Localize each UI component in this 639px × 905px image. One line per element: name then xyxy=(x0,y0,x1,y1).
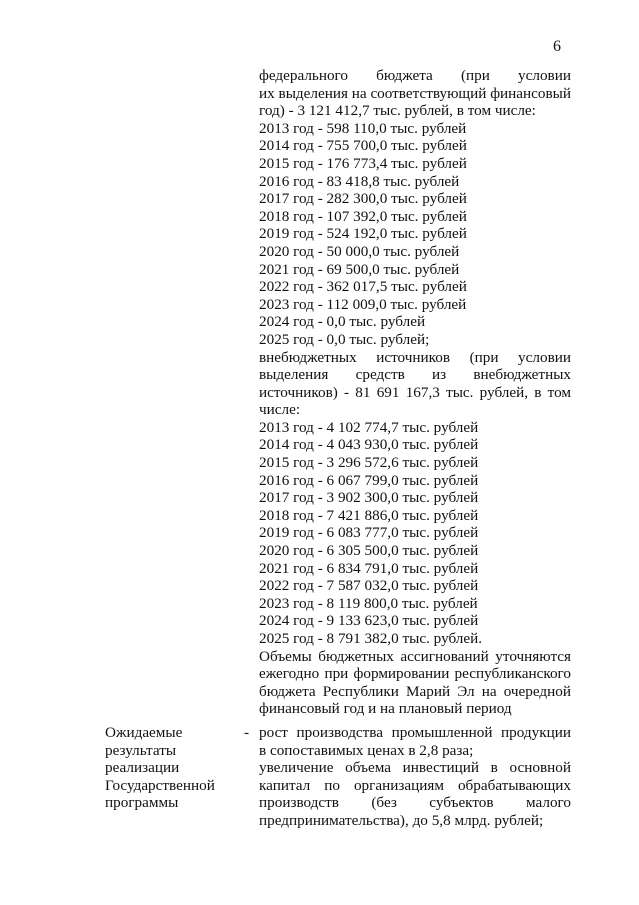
federal-line-2: их выделения на соответствующий финансовый xyxy=(259,84,571,102)
extra-year-row: 2016 год - 6 067 799,0 тыс. рублей xyxy=(259,471,479,489)
federal-line-1: федерального бюджета (при условии xyxy=(259,67,571,84)
result-line: рост производства промышленной продукции xyxy=(259,724,571,741)
label-line: результаты xyxy=(105,741,177,759)
result-line: производств (без субъектов малого xyxy=(259,794,571,812)
federal-year-row: 2024 год - 0,0 тыс. рублей xyxy=(259,313,426,331)
financing-column xyxy=(259,67,571,718)
results-label xyxy=(105,724,235,812)
federal-year-row: 2015 год - 176 773,4 тыс. рублей xyxy=(259,154,467,172)
extra-year-row: 2014 год - 4 043 930,0 тыс. рублей xyxy=(259,436,479,454)
federal-year-row: 2013 год - 598 110,0 тыс. рублей xyxy=(259,119,467,137)
extra-line-1: внебюджетных источников (при условии xyxy=(259,348,571,366)
extra-year-row: 2024 год - 9 133 623,0 тыс. рублей xyxy=(259,612,479,630)
label-line: Государственной xyxy=(105,776,215,794)
result-line: увеличение объема инвестиций в основной xyxy=(259,759,571,777)
label-line: программы xyxy=(105,794,179,812)
extra-year-row: 2020 год - 6 305 500,0 тыс. рублей xyxy=(259,542,479,560)
extra-year-row: 2013 год - 4 102 774,7 тыс. рублей xyxy=(259,418,479,436)
extra-line-2: выделения средств из внебюджетных xyxy=(259,366,571,384)
extra-year-row: 2017 год - 3 902 300,0 тыс. рублей xyxy=(259,489,479,507)
result-line: предпринимательства), до 5,8 млрд. рублей; xyxy=(259,811,544,829)
extra-year-row: 2018 год - 7 421 886,0 тыс. рублей xyxy=(259,506,479,524)
extra-year-row: 2015 год - 3 296 572,6 тыс. рублей xyxy=(259,454,479,472)
extra-line-4: числе: xyxy=(259,401,301,419)
federal-year-row: 2018 год - 107 392,0 тыс. рублей xyxy=(259,207,467,225)
federal-year-row: 2022 год - 362 017,5 тыс. рублей xyxy=(259,278,467,296)
result-line: капитал по организациям обрабатывающих xyxy=(259,776,571,794)
federal-year-row: 2023 год - 112 009,0 тыс. рублей xyxy=(259,295,467,313)
result-line: в сопоставимых ценах в 2,8 раза; xyxy=(259,741,474,759)
label-line: реализации xyxy=(105,759,180,777)
note-line-2: ежегодно при формировании республиканского xyxy=(259,665,571,683)
note-line-3: бюджета Республики Марий Эл на очередной xyxy=(259,682,571,700)
extra-year-row: 2023 год - 8 119 800,0 тыс. рублей xyxy=(259,594,478,612)
extra-year-row: 2022 год - 7 587 032,0 тыс. рублей xyxy=(259,577,479,595)
federal-year-row: 2019 год - 524 192,0 тыс. рублей xyxy=(259,225,467,243)
extra-year-row: 2019 год - 6 083 777,0 тыс. рублей xyxy=(259,524,479,542)
federal-line-3: год) - 3 121 412,7 тыс. рублей, в том числе: xyxy=(259,102,536,120)
federal-year-row: 2016 год - 83 418,8 тыс. рублей xyxy=(259,172,460,190)
extra-year-row: 2021 год - 6 834 791,0 тыс. рублей xyxy=(259,559,479,577)
extra-year-row: 2025 год - 8 791 382,0 тыс. рублей. xyxy=(259,630,483,647)
page-number: 6 xyxy=(553,38,561,55)
separator-dash: - xyxy=(244,724,250,741)
federal-year-row: 2014 год - 755 700,0 тыс. рублей xyxy=(259,137,467,155)
note-line-1: Объемы бюджетных ассигнований уточняются xyxy=(259,647,571,665)
extra-line-3: источников) - 81 691 167,3 тыс. рублей, в том xyxy=(259,383,571,401)
federal-year-row: 2020 год - 50 000,0 тыс. рублей xyxy=(259,242,460,260)
federal-year-row: 2021 год - 69 500,0 тыс. рублей xyxy=(259,260,460,278)
note-line-4: финансовый год и на плановый период xyxy=(259,700,512,718)
federal-year-row: 2025 год - 0,0 тыс. рублей; xyxy=(259,330,430,348)
results-text xyxy=(259,724,571,830)
label-line: Ожидаемые xyxy=(105,724,183,741)
federal-year-row: 2017 год - 282 300,0 тыс. рублей xyxy=(259,190,467,208)
